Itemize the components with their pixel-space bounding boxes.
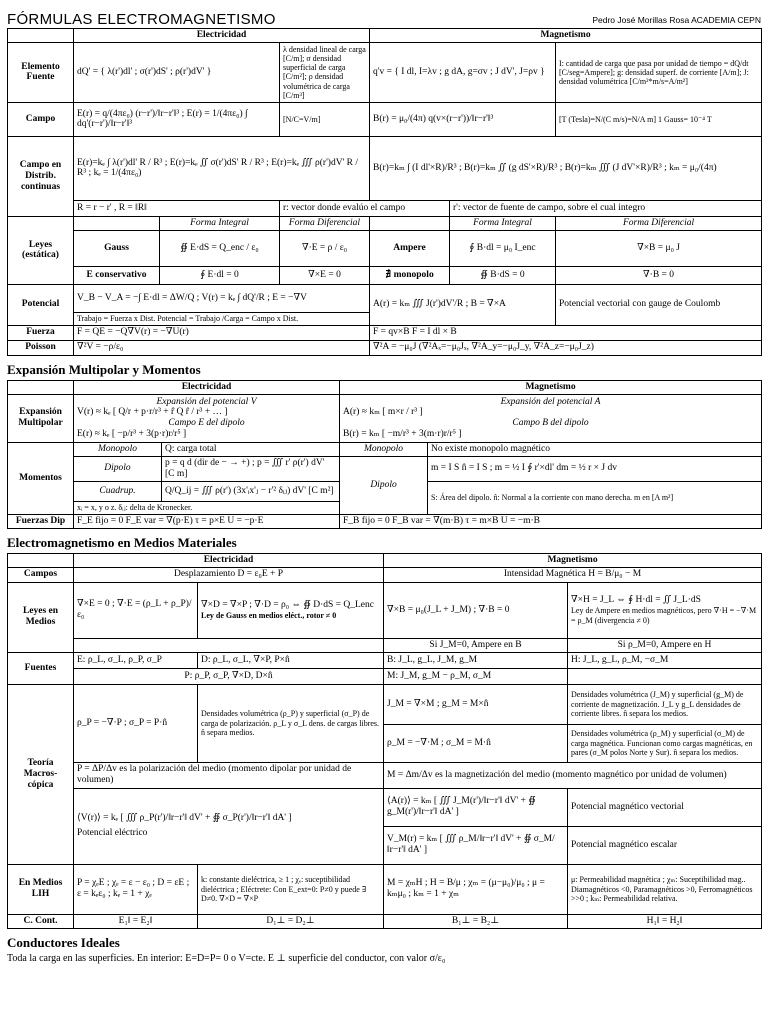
author-line: Pedro José Morillas Rosa ACADEMIA CEPN: [592, 15, 761, 25]
teoria-m-A-d: Potencial magnético vectorial: [568, 788, 762, 826]
leyes-cons-dif: ∇×E = 0: [280, 266, 370, 284]
row-label-lih: En Medios LIH: [8, 864, 74, 914]
lih-m-formula: M = χₘH ; H = B/μ ; χₘ = (μ−μ₀)/μ₀ ; μ = kₘμ₀ ; kₘ = 1 + χₘ: [384, 864, 568, 914]
leyes-medios-m-if: Si ρ_M=0, Ampere en H: [568, 638, 762, 652]
campo-m-formula: B(r) = μ₀/(4π) q(v×(r−r'))/‖r−r'‖³: [370, 102, 556, 136]
teoria-e-P: P = ΔP/Δv es la polarización del medio (momento dipolar por unidad de volumen): [74, 762, 384, 788]
expansion-m-f2: B(r) = kₘ [ −m/r³ + 3(m·r)r/r⁵ ]: [343, 429, 462, 440]
ccont-m1: B₁⊥ = B₂⊥: [384, 914, 568, 928]
momentos-m-dip-note: S: Área del dipolo. n̂: Normal a la corriente con mano derecha. m en [A m²]: [428, 481, 762, 514]
distrib-r-desc2: r': vector de fuente de campo, sobre el cual integro: [450, 200, 762, 216]
momentos-e-mono-d: Q: carga total: [162, 442, 340, 456]
leyes-m-integral-header: Forma Integral: [450, 216, 556, 230]
momentos-e-quad-d: Q/Q_ij = ∭ ρ(r') (3x'ᵢx'ⱼ − r'² δᵢⱼ) dV' [C m²]: [162, 481, 340, 501]
potencial-e-formula: V_B − V_A = −∫ E·dl = ΔW/Q ; V(r) = kₑ ∫ dQ'/R ; E = −∇V: [74, 284, 370, 312]
row-label-ccont: C. Cont.: [8, 914, 74, 928]
fuentes-m1: B: J_L, g_L, J_M, g_M: [384, 652, 568, 668]
formula-sheet: [7, 4, 761, 964]
teoria-m-V: V_M(r) = kₘ [ ∭ ρ_M/‖r−r'‖ dV' + ∯ σ_M/‖r−r'‖ dA' ]: [384, 826, 568, 864]
poisson-m: ∇²A = −μ₀J (∇²Aₓ=−μ₀Jₓ, ∇²A_y=−μ₀J_y, ∇²A_z=−μ₀J_z): [370, 340, 762, 355]
fuerzas-e: F_E fijo = 0 F_E var = ∇(p·E) τ = p×E U = −p·E: [74, 514, 340, 528]
leyes-gauss-dif: ∇·E = ρ / ε₀: [280, 230, 370, 266]
fuerza-e: F = QE = −Q∇V(r) = −∇U(r): [74, 325, 370, 340]
teoria-e-V-d: Potencial eléctrico: [77, 828, 148, 839]
fuente-e-desc: λ densidad lineal de carga [C/m]; σ densidad superficial de carga [C/m²]; ρ densidad volumétrica de carga [C/m³]: [280, 42, 370, 102]
row-label-distrib: Campo en Distrib. continuas: [8, 136, 74, 216]
row-label-leyes: Leyes (estática): [8, 216, 74, 284]
leyes-e-integral-header: Forma Integral: [160, 216, 280, 230]
campo-e-units: [N/C=V/m]: [280, 102, 370, 136]
row-label-fuentes: Fuentes: [8, 652, 74, 684]
distrib-e-formula: E(r)=kₑ ∫ λ(r')dl' R / R³ ; E(r)=kₑ ∬ σ(r')dS' R / R³ ; E(r)=kₑ ∭ ρ(r')dV' R / R³ ; kₑ = 1/(4πε₀): [74, 136, 370, 200]
leyes-mono-int: ∯ B·dS = 0: [450, 266, 556, 284]
fuerzas-m: F_B fijo = 0 F_B var = ∇(m·B) τ = m×B U = −m·B: [340, 514, 762, 528]
fuente-e-formula: dQ' = { λ(r')dl' ; σ(r')dS' ; ρ(r')dV' }: [74, 42, 280, 102]
table-medios: [7, 553, 762, 929]
leyes-cons-label: E conservativo: [74, 266, 160, 284]
row-label-teoria: Teoría Macros- cópica: [8, 684, 74, 864]
momentos-e-mono: Monopolo: [74, 442, 162, 456]
momentos-e-dip-d: p = q d (dir de − → +) ; p = ∭ r' ρ(r') dV' [C m]: [162, 456, 340, 481]
fuentes-e1: E: ρ_L, σ_L, ρ_P, σ_P: [74, 652, 198, 668]
leyes-medios-e-f2: ∇×D = ∇×P ; ∇·D = ρ₀ ⇔ ∯ D·dS = Q_Lenc: [201, 600, 374, 611]
teoria-m-mag-d: Densidades volumétrica (J_M) y superficial (g_M) de corriente de magnetización. J_L y g_L densidades de corriente libres. n̂ separa los medios.: [568, 684, 762, 724]
teoria-m-mag: J_M = ∇×M ; g_M = M×n̂: [384, 684, 568, 724]
teoria-m-M: M = Δm/Δv es la magnetización del medio (momento magnético por unidad de volumen): [384, 762, 762, 788]
distrib-r-desc1: r: vector donde evalúo el campo: [280, 200, 450, 216]
expansion-m-f1: A(r) ≈ kₘ [ m×r / r³ ]: [343, 407, 423, 418]
momentos-m-dip-d: m = I S n̂ = I S ; m = ½ I ∮ r'×dl' dm = ½ r × J dv: [428, 456, 762, 481]
potencial-m-note: Potencial vectorial con gauge de Coulomb: [556, 284, 762, 325]
leyes-e-dif-header: Forma Diferencial: [280, 216, 370, 230]
campos-m: Intensidad Magnética H = B/μ₀ − M: [384, 567, 762, 582]
teoria-m-V-d: Potencial magnético escalar: [568, 826, 762, 864]
lih-m-desc: μ: Permeabilidad magnética ; χₘ: Suceptibilidad mag.. Diamagnéticos <0, Paramagnéticos >0, Ferromagnéticos >>0 ; kₘ: Permeabilidad relativa.: [568, 864, 762, 914]
row-label-expansion: Expansión Multipolar: [8, 394, 74, 442]
row-label-fuerzas-dip: Fuerzas Dip: [8, 514, 74, 528]
row-label-momentos: Momentos: [8, 442, 74, 514]
distrib-m-formula: B(r)=kₘ ∫ (I dl'×R)/R³ ; B(r)=kₘ ∬ (g dS'×R)/R³ ; B(r)=kₘ ∭ (J dV'×R)/R³ ; kₘ = μ₀/(4π): [370, 136, 762, 200]
leyes-ampere-dif: ∇×B = μ₀ J: [556, 230, 762, 266]
potencial-m-formula: A(r) = kₘ ∭ J(r')dV'/R ; B = ∇×A: [370, 284, 556, 325]
s2-column-electricidad: Electricidad: [74, 380, 340, 394]
fuentes-e2: D: ρ_L, σ_L, ∇×P, P×n̂: [198, 652, 384, 668]
leyes-gauss-label: Gauss: [74, 230, 160, 266]
leyes-medios-e-f1: ∇×E = 0 ; ∇·E = (ρ_L + ρ_P)/ε₀: [74, 582, 198, 638]
row-label-leyes-medios: Leyes en Medios: [8, 582, 74, 652]
fuentes-m3: M: J_M, g_M − ρ_M, σ_M: [384, 668, 568, 684]
leyes-mono-dif: ∇·B = 0: [556, 266, 762, 284]
expansion-e-f2: E(r) ≈ kₑ [ −p/r³ + 3(p·r)r/r⁵ ]: [77, 429, 187, 440]
section-title-expansion: Expansión Multipolar y Momentos: [7, 361, 201, 377]
fuente-m-formula: q'v = { I dl, I=λv ; g dA, g=σv ; J dV', J=ρv }: [370, 42, 556, 102]
fuerza-m: F = qv×B F = I dl × B: [370, 325, 762, 340]
teoria-m-mag2-d: Densidades volumétrica (ρ_M) y superficial (σ_M) de carga magnética. Funcionan como cargas magnéticas, en pares (σ_M polos Norte y Sur). n̂ separa los medios.: [568, 724, 762, 762]
leyes-ampere-int: ∮ B·dl = μ₀ I_enc: [450, 230, 556, 266]
section-title-medios: Electromagnetismo en Medios Materiales: [7, 534, 237, 550]
campos-e: Desplazamiento D = ε₀E + P: [74, 567, 384, 582]
row-label-campo: Campo: [8, 102, 74, 136]
leyes-medios-e-if: Si J_M=0, Ampere en B: [384, 638, 568, 652]
ccont-e2: D₁⊥ = D₂⊥: [198, 914, 384, 928]
teoria-m-mag2: ρ_M = −∇·M ; σ_M = M·n̂: [384, 724, 568, 762]
potencial-e-note: Trabajo = Fuerza x Dist. Potencial = Trabajo /Carga = Campo x Dist.: [74, 312, 370, 325]
expansion-e-sub1: Expansión del potencial V: [156, 396, 257, 407]
distrib-r-def: R = r − r' , R = ‖R‖: [74, 200, 280, 216]
teoria-e-pol: ρ_P = −∇·P ; σ_P = P·n̂: [74, 684, 198, 762]
table-expansion: [7, 380, 762, 529]
table-electromagnetism: [7, 28, 762, 356]
lih-e-formula: P = χₑE ; χₑ = ε − ε₀ ; D = εE ; ε = kₑε₀ ; kₑ = 1 + χₑ: [74, 864, 198, 914]
campo-e-formula: E(r) = q/(4πε₀) (r−r')/‖r−r'‖³ ; E(r) = 1/(4πε₀) ∫ dq'(r−r')/‖r−r'‖³: [74, 102, 280, 136]
leyes-medios-m-f1: ∇×B = μ₀(J_L + J_M) ; ∇·B = 0: [384, 582, 568, 638]
fuente-m-desc: I: cantidad de carga que pasa por unidad de tiempo = dQ/dt [C/seg=Ampere]; g: densidad superf. de corriente [A/m]; J: densidad volumétrica [C/m²*m/s=A/m²]: [556, 42, 762, 102]
s3-column-electricidad: Electricidad: [74, 553, 384, 567]
fuentes-e3: P: ρ_P, σ_P, ∇×D, D×n̂: [74, 668, 384, 684]
column-electricidad: Electricidad: [74, 29, 370, 43]
momentos-m-dip: Dipolo: [340, 456, 428, 514]
ccont-m2: H₁‖ = H₂‖: [568, 914, 762, 928]
column-magnetismo: Magnetismo: [370, 29, 762, 43]
expansion-e-sub2: Campo E del dipolo: [168, 418, 245, 429]
row-label-fuente: Elemento Fuente: [8, 42, 74, 102]
teoria-m-A: ⟨A(r)⟩ = kₘ [ ∭ J_M(r')/‖r−r'‖ dV' + ∯ g_M(r')/‖r−r'‖ dA' ]: [384, 788, 568, 826]
leyes-medios-m-f2: ∇×H = J_L ⇔ ∮ H·dl = ∬ J_L·dS: [571, 595, 701, 606]
momentos-m-mono: Monopolo: [340, 442, 428, 456]
expansion-m-sub1: Expansión del potencial A: [500, 396, 601, 407]
fuentes-m2: H: J_L, g_L, ρ_M, −σ_M: [568, 652, 762, 668]
row-label-potencial: Potencial: [8, 284, 74, 325]
row-label-poisson: Poisson: [8, 340, 74, 355]
teoria-e-pol-d: Densidades volumétrica (ρ_P) y superficial (σ_P) de carga de polarización. ρ_L y σ_L dens. de cargas libres. n̂ separa medios.: [198, 684, 384, 762]
momentos-e-dip: Dipolo: [74, 456, 162, 481]
expansion-m-sub2: Campo B del dipolo: [512, 418, 589, 429]
expansion-e-f1: V(r) ≈ kₑ [ Q/r + p·r/r³ + r̂ Q r̂ / r³ + … ]: [77, 407, 228, 418]
page-title: FÓRMULAS ELECTROMAGNETISMO: [7, 11, 276, 28]
header: [7, 4, 761, 28]
leyes-mono-label: ∄ monopolo: [370, 266, 450, 284]
s2-column-magnetismo: Magnetismo: [340, 380, 762, 394]
teoria-e-V: ⟨V(r)⟩ = kₑ [ ∭ ρ_P(r')/‖r−r'‖ dV' + ∯ σ_P(r')/‖r−r'‖ dA' ]: [77, 813, 292, 824]
leyes-medios-m-note: Ley de Ampere en medios magnéticos, pero ∇·H = −∇·M = ρ_M (divergencia ≠ 0): [571, 606, 757, 625]
row-label-campos: Campos: [8, 567, 74, 582]
momentos-m-mono-d: No existe monopolo magnético: [428, 442, 762, 456]
ccont-e1: E₁‖ = E₂‖: [74, 914, 198, 928]
leyes-cons-int: ∮ E·dl = 0: [160, 266, 280, 284]
momentos-e-quad: Cuadrup.: [74, 481, 162, 501]
lih-e-desc: k: constante dieléctrica, ≥ 1 ; χₑ: suceptibilidad dieléctrica ; Eléctrete: Con E_ext=0: P≠0 y puede ∃ D≠0. ∇×D = ∇×P: [198, 864, 384, 914]
leyes-gauss-int: ∯ E·dS = Q_enc / ε₀: [160, 230, 280, 266]
leyes-medios-e-note: Ley de Gauss en medios eléct., rotor ≠ 0: [201, 610, 337, 620]
section-title-conductores: Conductores Ideales: [7, 934, 120, 950]
leyes-ampere-label: Ampere: [370, 230, 450, 266]
campo-m-units: [T (Tesla)=N/(C m/s)=N/A m] 1 Gauss= 10⁻⁴ T: [556, 102, 762, 136]
poisson-e: ∇²V = −ρ/ε₀: [74, 340, 370, 355]
leyes-m-dif-header: Forma Diferencial: [556, 216, 762, 230]
momentos-e-delta: xᵢ = x, y o z. δᵢⱼ: delta de Kronecker.: [74, 501, 340, 514]
row-label-fuerza: Fuerza: [8, 325, 74, 340]
s3-column-magnetismo: Magnetismo: [384, 553, 762, 567]
conductores-text: Toda la carga en las superficies. En interior: E=D=P= 0 o V=cte. E ⊥ superficie del conductor, con valor σ/ε₀: [7, 952, 446, 964]
